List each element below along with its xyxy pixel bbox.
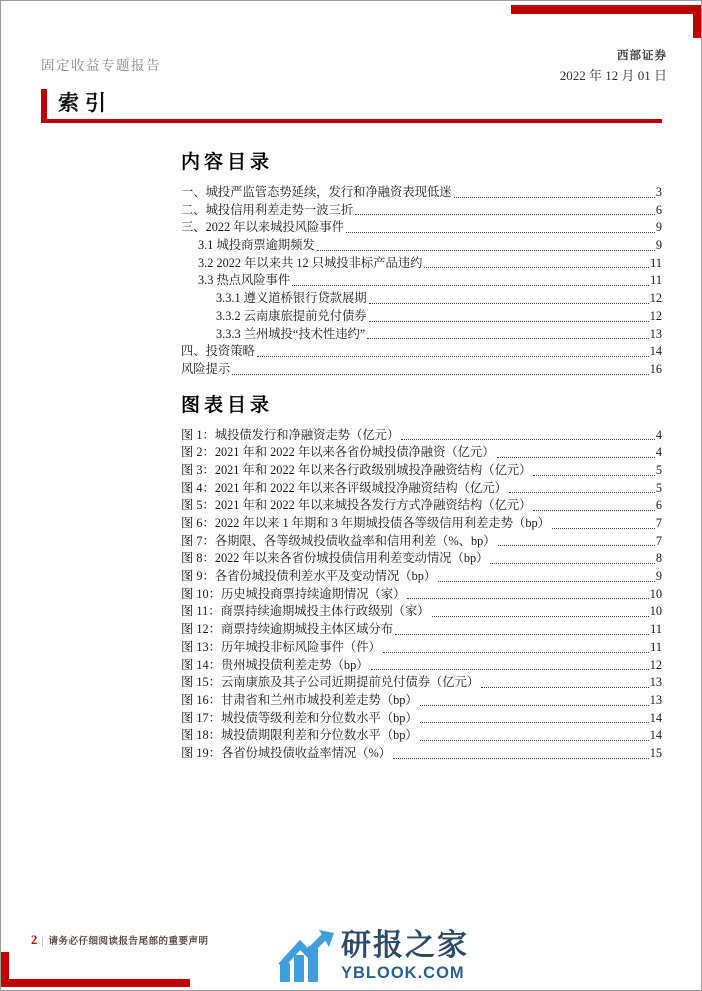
footer-note (31, 933, 208, 948)
entry-label: 图 11：商票持续逾期城投主体行政级别（家） (181, 604, 430, 619)
entry-page: 12 (649, 308, 662, 323)
section-accent-bar (41, 89, 47, 123)
dot-leader (317, 250, 655, 251)
entry-page: 14 (649, 344, 662, 359)
entry-page: 11 (650, 622, 662, 637)
watermark-name: 研报之家 (341, 929, 469, 962)
dot-leader (420, 722, 649, 723)
entry-page: 15 (649, 745, 662, 760)
entry-page: 10 (649, 604, 662, 619)
entry-page: 12 (649, 291, 662, 306)
entry-label: 风险提示 (181, 361, 231, 376)
toc-entry[interactable] (181, 674, 662, 692)
entry-label: 图 16：甘肃省和兰州市城投利差走势（bp） (181, 692, 418, 707)
toc-entry[interactable] (181, 745, 662, 763)
toc-entry[interactable] (181, 184, 662, 202)
entry-label: 图 10：历史城投商票持续逾期情况（家） (181, 586, 406, 601)
entry-label: 图 15：云南康旅及其子公司近期提前兑付债券（亿元） (181, 675, 480, 690)
entry-label: 图 3：2021 年和 2022 年以来各行政级别城投净融资结构（亿元） (181, 462, 532, 477)
toc-entry[interactable] (181, 515, 662, 533)
entry-label: 图 17：城投债等级利差和分位数水平（bp） (181, 710, 418, 725)
toc-entry[interactable] (181, 710, 662, 728)
section-title: 索引 (58, 91, 112, 115)
entry-label: 四、投资策略 (181, 344, 255, 359)
entry-label: 图 9：各省份城投债利差水平及变动情况（bp） (181, 569, 437, 584)
dot-leader (257, 356, 649, 357)
dot-leader (355, 214, 655, 215)
entry-label: 图 19：各省份城投债收益率情况（%） (181, 745, 392, 760)
entry-page: 6 (655, 202, 662, 217)
entry-label: 图 12：商票持续逾期城投主体区域分布 (181, 622, 394, 637)
entry-label: 图 6：2022 年以来 1 年期和 3 年期城投债各等级信用利差走势（bp） (181, 516, 550, 530)
entry-page: 13 (649, 326, 662, 341)
entry-label: 图 8：2022 年以来各省份城投债信用利差变动情况（bp） (181, 551, 489, 566)
entry-page: 8 (655, 551, 662, 566)
dot-leader (509, 492, 655, 493)
entry-label: 3.3.2 云南康旅提前兑付债券 (216, 308, 367, 323)
entry-label: 图 4：2021 年和 2022 年以来各评级城投净融资结构（亿元） (181, 480, 507, 495)
entry-label: 图 13：历年城投非标风险事件（件） (181, 639, 381, 654)
report-date: 2022 年 12 月 01 日 (559, 68, 667, 83)
entry-label: 图 14：贵州城投债利差走势（bp） (181, 657, 369, 672)
footer-page-number: 2 (31, 933, 38, 947)
dot-leader (552, 528, 655, 529)
dot-leader (232, 374, 649, 375)
entry-page: 9 (655, 569, 662, 584)
entry-label: 图 1：城投债发行和净融资走势（亿元） (181, 427, 400, 442)
toc-entry[interactable] (181, 480, 662, 498)
footer-separator: | (41, 935, 44, 947)
toc-entry[interactable] (181, 427, 662, 445)
brand-name: 西部证券 (617, 50, 667, 62)
entry-label: 3.3.1 遵义道桥银行贷款展期 (216, 291, 367, 306)
dot-leader (454, 197, 655, 198)
toc-list (181, 184, 662, 379)
entry-label: 3.3 热点风险事件 (198, 273, 291, 288)
toc-entry[interactable] (181, 550, 662, 568)
dot-leader (367, 338, 648, 339)
dot-leader (497, 457, 655, 458)
entry-page: 11 (650, 639, 662, 654)
dot-leader (432, 616, 649, 617)
dot-leader (346, 232, 655, 233)
entry-page: 6 (655, 498, 662, 513)
entry-page: 12 (649, 657, 662, 672)
toc-entry[interactable] (181, 326, 662, 344)
header-brand-block (560, 47, 667, 84)
footer-disclaimer: 请务必仔细阅读报告尾部的重要声明 (48, 937, 209, 947)
entry-page: 11 (650, 273, 662, 288)
entry-page: 4 (655, 445, 662, 460)
watermark (278, 930, 469, 984)
entry-page: 16 (649, 361, 662, 376)
entry-page: 11 (650, 255, 662, 270)
dot-leader (292, 285, 649, 286)
dot-leader (369, 303, 649, 304)
toc-entry[interactable] (181, 533, 662, 551)
report-type-label: 固定收益专题报告 (41, 58, 161, 73)
content-area (181, 151, 662, 763)
dot-leader (533, 510, 654, 511)
toc-entry[interactable] (181, 361, 662, 379)
toc-heading: 内容目录 (181, 152, 274, 173)
dot-leader (369, 321, 649, 322)
dot-leader (371, 669, 649, 670)
dot-leader (533, 475, 654, 476)
toc-entry[interactable] (181, 462, 662, 480)
dot-leader (383, 652, 649, 653)
dot-leader (395, 634, 649, 635)
toc-entry[interactable] (181, 657, 662, 675)
toc-entry[interactable] (181, 444, 662, 462)
dot-leader (393, 758, 649, 759)
dot-leader (420, 705, 649, 706)
figures-heading: 图表目录 (181, 394, 274, 416)
toc-entry[interactable] (181, 621, 662, 639)
figures-list (181, 427, 662, 763)
dot-leader (407, 598, 648, 599)
entry-label: 二、城投信用利差走势一波三折 (181, 202, 354, 217)
entry-page: 14 (649, 728, 662, 743)
toc-entry[interactable] (181, 727, 662, 745)
toc-entry[interactable] (181, 497, 662, 515)
toc-entry[interactable] (181, 692, 662, 710)
entry-label: 图 18：城投债期限利差和分位数水平（bp） (181, 728, 418, 743)
entry-label: 三、2022 年以来城投风险事件 (181, 220, 344, 235)
toc-entry[interactable] (181, 272, 662, 290)
entry-page: 7 (655, 533, 662, 548)
dot-leader (401, 439, 655, 440)
toc-entry[interactable] (181, 255, 662, 273)
entry-label: 一、城投严监管态势延续，发行和净融资表现低迷 (181, 185, 452, 199)
toc-entry[interactable] (181, 639, 662, 657)
top-right-corner-bar-vertical (693, 5, 701, 38)
dot-leader (498, 545, 655, 546)
dot-leader (481, 687, 649, 688)
dot-leader (420, 740, 649, 741)
entry-label: 图 2：2021 年和 2022 年以来各省份城投债净融资（亿元） (181, 445, 495, 460)
entry-page: 3 (655, 185, 662, 199)
entry-label: 图 5：2021 年和 2022 年以来城投各发行方式净融资结构（亿元） (181, 498, 532, 513)
entry-page: 13 (649, 675, 662, 690)
entry-page: 4 (655, 427, 662, 442)
bottom-left-corner-bar-horizontal (1, 979, 190, 987)
watermark-url: YBLOOK.COM (341, 964, 465, 982)
bar-chart-arrow-icon (278, 930, 334, 984)
dot-leader (438, 581, 655, 582)
watermark-text (341, 931, 469, 983)
entry-label: 3.3.3 兰州城投“技术性违约” (216, 326, 366, 341)
toc-entry[interactable] (181, 290, 662, 308)
entry-label: 3.2 2022 年以来共 12 只城投非标产品违约 (198, 255, 423, 270)
toc-entry[interactable] (181, 237, 662, 255)
toc-entry[interactable] (181, 308, 662, 326)
toc-entry[interactable] (181, 219, 662, 237)
entry-page: 9 (655, 220, 662, 235)
entry-page: 10 (649, 586, 662, 601)
toc-entry[interactable] (181, 568, 662, 586)
section-underline (41, 119, 662, 123)
top-right-corner-bar-horizontal (511, 5, 701, 14)
toc-entry[interactable] (181, 586, 662, 604)
toc-entry[interactable] (181, 202, 662, 220)
entry-page: 9 (655, 238, 662, 253)
entry-page: 5 (655, 480, 662, 495)
entry-page: 14 (649, 710, 662, 725)
entry-page: 5 (655, 462, 662, 477)
entry-label: 3.1 城投商票逾期频发 (198, 238, 315, 253)
dot-leader (490, 563, 654, 564)
toc-entry[interactable] (181, 603, 662, 621)
entry-page: 13 (649, 692, 662, 707)
entry-label: 图 7：各期限、各等级城投债收益率和信用利差（%、bp） (181, 533, 496, 548)
dot-leader (424, 267, 649, 268)
entry-page: 7 (655, 516, 662, 530)
toc-entry[interactable] (181, 343, 662, 361)
